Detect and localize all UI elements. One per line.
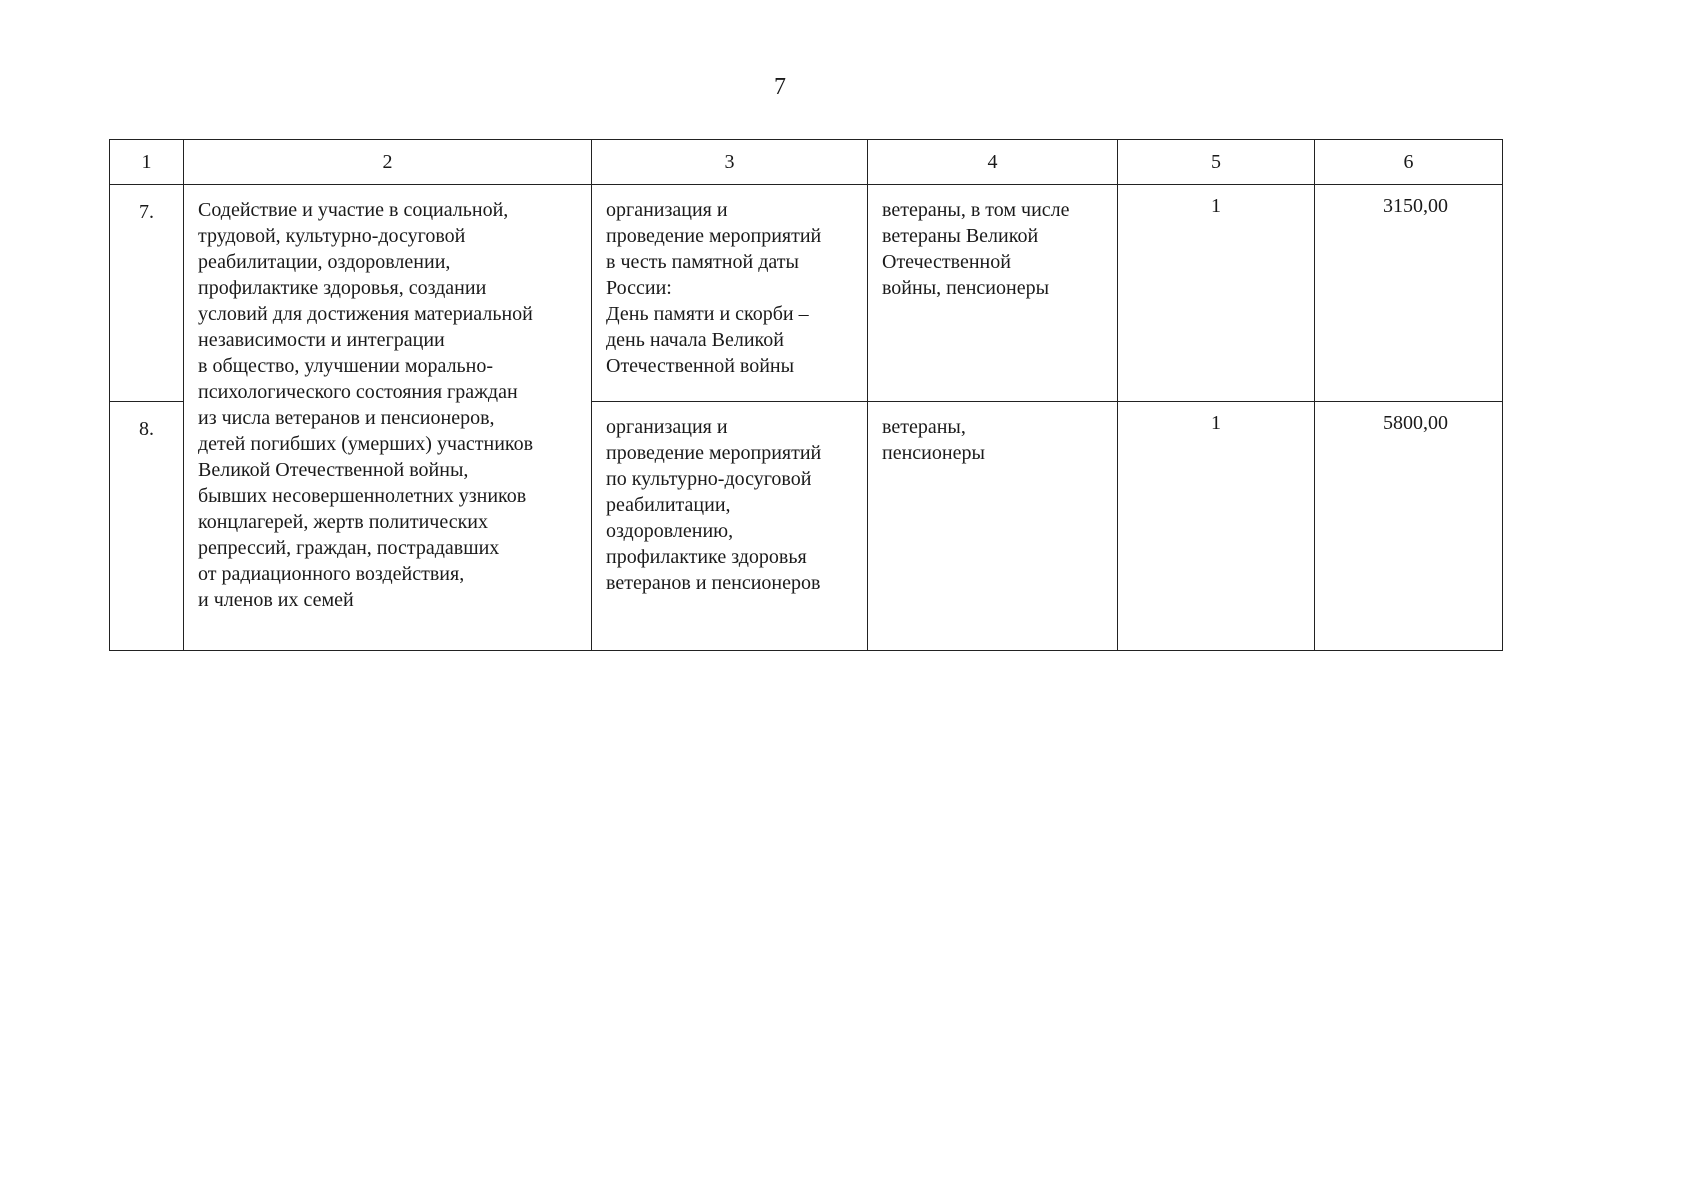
- participants-cell: [868, 402, 1118, 651]
- description-line: Содействие и участие в социальной,: [198, 199, 509, 221]
- description-line: в общество, улучшении морально-: [198, 355, 494, 377]
- activity-line: реабилитации,: [606, 494, 731, 516]
- participants-line: войны, пенсионеры: [882, 277, 1050, 299]
- description-line: и членов их семей: [198, 589, 354, 611]
- activity-line: День памяти и скорби –: [606, 303, 809, 325]
- description-line: Великой Отечественной войны,: [198, 459, 469, 481]
- header-col-4: 4: [868, 140, 1118, 185]
- amount-cell: 3150,00: [1315, 185, 1503, 402]
- description-cell: [184, 185, 592, 651]
- participants-line: Отечественной: [882, 251, 1011, 273]
- header-col-5: 5: [1118, 140, 1315, 185]
- activity-line: проведение мероприятий: [606, 225, 822, 247]
- description-line: профилактике здоровья, создании: [198, 277, 487, 299]
- description-line: условий для достижения материальной: [198, 303, 533, 325]
- data-table: [109, 139, 1503, 651]
- description-line: репрессий, граждан, пострадавших: [198, 537, 500, 559]
- header-col-3: 3: [592, 140, 868, 185]
- participants-line: ветераны, в том числе: [882, 199, 1070, 221]
- activity-line: Отечественной войны: [606, 355, 795, 377]
- activity-line: в честь памятной даты: [606, 251, 799, 273]
- count-cell: 1: [1118, 402, 1315, 651]
- participants-line: пенсионеры: [882, 442, 985, 464]
- header-row: [110, 140, 1503, 185]
- activity-line: ветеранов и пенсионеров: [606, 572, 821, 594]
- description-line: концлагерей, жертв политических: [198, 511, 489, 533]
- activity-line: России:: [606, 277, 672, 299]
- header-col-1: 1: [110, 140, 184, 185]
- description-text: [198, 197, 581, 613]
- activity-line: проведение мероприятий: [606, 442, 822, 464]
- activity-line: оздоровлению,: [606, 520, 734, 542]
- activity-line: организация и: [606, 416, 728, 438]
- activity-line: по культурно-досуговой: [606, 468, 812, 490]
- description-line: детей погибших (умерших) участников: [198, 433, 534, 455]
- page-number: 7: [774, 74, 786, 100]
- participants-line: ветераны,: [882, 416, 966, 438]
- amount-cell: 5800,00: [1315, 402, 1503, 651]
- activity-line: профилактике здоровья: [606, 546, 807, 568]
- count-cell: 1: [1118, 185, 1315, 402]
- description-line: реабилитации, оздоровлении,: [198, 251, 451, 273]
- description-line: трудовой, культурно-досуговой: [198, 225, 466, 247]
- description-line: психологического состояния граждан: [198, 381, 518, 403]
- row-number: 8.: [110, 402, 184, 651]
- activity-cell: [592, 185, 868, 402]
- header-col-2: 2: [184, 140, 592, 185]
- table-row: [110, 185, 1503, 402]
- description-line: от радиационного воздействия,: [198, 563, 465, 585]
- activity-line: организация и: [606, 199, 728, 221]
- activity-cell: [592, 402, 868, 651]
- description-line: бывших несовершеннолетних узников: [198, 485, 527, 507]
- activity-line: день начала Великой: [606, 329, 784, 351]
- description-line: из числа ветеранов и пенсионеров,: [198, 407, 495, 429]
- participants-cell: [868, 185, 1118, 402]
- description-line: независимости и интеграции: [198, 329, 445, 351]
- header-col-6: 6: [1315, 140, 1503, 185]
- row-number: 7.: [110, 185, 184, 402]
- participants-line: ветераны Великой: [882, 225, 1039, 247]
